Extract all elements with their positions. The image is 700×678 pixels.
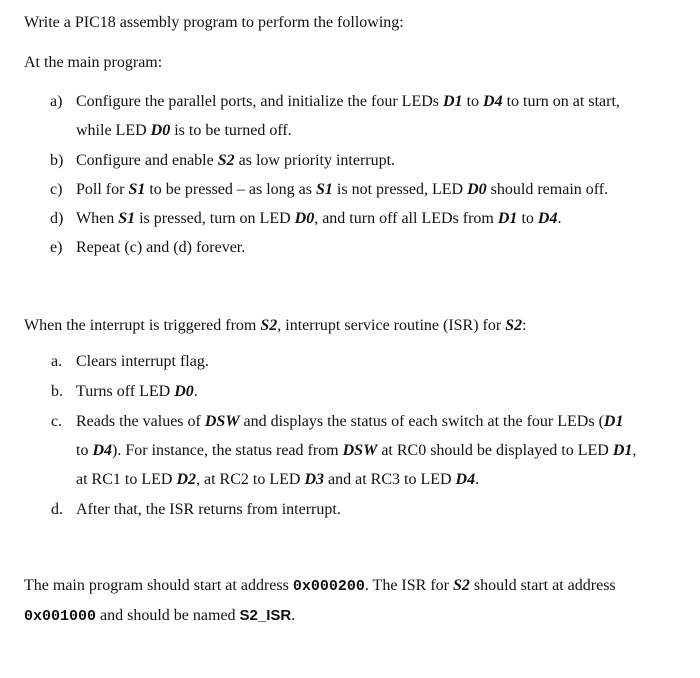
list-item-text: Configure and enable S2 as low priority interrupt. — [76, 152, 396, 169]
list-item-label: a. — [51, 353, 63, 370]
list-item-text: Reads the values of DSW and displays the status of each switch at the four LEDs (D1 — [76, 413, 624, 430]
list-item-label: e) — [50, 239, 63, 256]
footer-line: The main program should start at address 0x000200. The ISR for S2 should start at address — [24, 577, 616, 595]
list-item-label: d. — [51, 501, 63, 518]
list-item-text: Poll for S1 to be pressed – as long as S1 is not pressed, LED D0 should remain off. — [76, 181, 609, 198]
isr-address: 0x001000 — [24, 608, 97, 625]
list-item-label: c) — [50, 181, 63, 198]
list-item-label: a) — [50, 93, 63, 110]
isr-name: S2_ISR — [239, 607, 292, 624]
main-address: 0x000200 — [292, 578, 365, 595]
main-heading: At the main program: — [24, 54, 163, 71]
list-item-text: When S1 is pressed, turn on LED D0, and turn off all LEDs from D1 to D4. — [76, 210, 562, 227]
list-item-text: Turns off LED D0. — [76, 383, 198, 400]
list-item-text: After that, the ISR returns from interrupt. — [76, 501, 341, 518]
list-item-text: Configure the parallel ports, and initialize the four LEDs D1 to D4 to turn on at start, — [76, 93, 620, 110]
footer-line: 0x001000 and should be named S2_ISR. — [24, 607, 296, 625]
list-item-text: Repeat (c) and (d) forever. — [76, 239, 246, 256]
list-item-text: while LED D0 is to be turned off. — [76, 122, 292, 139]
list-item-label: c. — [51, 413, 63, 430]
list-item-text: Clears interrupt flag. — [76, 353, 209, 370]
list-item-label: b. — [51, 383, 63, 400]
list-item-label: d) — [50, 210, 64, 227]
list-item-text: at RC1 to LED D2, at RC2 to LED D3 and at RC3 to LED D4. — [76, 471, 480, 488]
list-item-text: to D4). For instance, the status read from DSW at RC0 should be displayed to LED D1, — [76, 442, 637, 459]
isr-heading: When the interrupt is triggered from S2, interrupt service routine (ISR) for S2: — [24, 317, 527, 334]
list-item-label: b) — [50, 152, 64, 169]
intro-line: Write a PIC18 assembly program to perform the following: — [24, 14, 404, 31]
